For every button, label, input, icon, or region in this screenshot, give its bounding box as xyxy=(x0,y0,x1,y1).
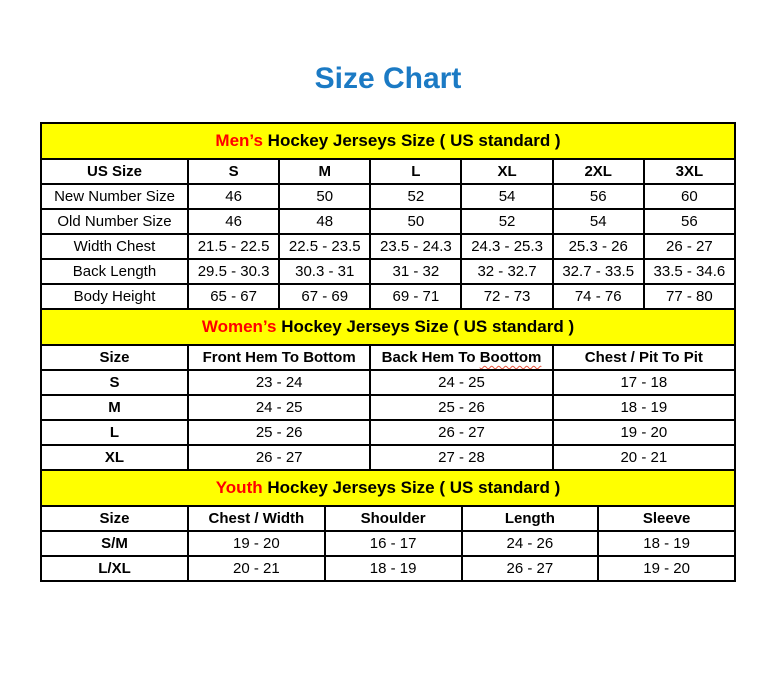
size-value-cell: 22.5 - 23.5 xyxy=(279,234,370,259)
column-header: 2XL xyxy=(553,159,644,184)
header-row xyxy=(41,159,735,184)
womens-size-table xyxy=(40,344,736,471)
row-label: S xyxy=(41,370,188,395)
size-value-cell: 20 - 21 xyxy=(553,445,735,470)
womens-band-title xyxy=(202,317,574,337)
size-value-cell: 50 xyxy=(370,209,461,234)
size-value-cell: 24 - 25 xyxy=(188,395,370,420)
row-label: S/M xyxy=(41,531,188,556)
row-label: Back Length xyxy=(41,259,188,284)
size-value-cell: 23.5 - 24.3 xyxy=(370,234,461,259)
womens-band-highlight: Women’s xyxy=(201,317,277,336)
column-header-text: Back Hem To xyxy=(381,349,480,366)
row-label: M xyxy=(41,395,188,420)
size-value-cell: 23 - 24 xyxy=(188,370,370,395)
size-value-cell: 33.5 - 34.6 xyxy=(644,259,735,284)
size-value-cell: 52 xyxy=(461,209,552,234)
size-value-cell: 74 - 76 xyxy=(553,284,644,309)
row-label: L/XL xyxy=(41,556,188,581)
size-value-cell: 27 - 28 xyxy=(370,445,552,470)
youth-section xyxy=(40,469,736,582)
mens-size-table xyxy=(40,158,736,310)
table-row xyxy=(41,445,735,470)
header-row xyxy=(41,345,735,370)
table-row xyxy=(41,184,735,209)
column-header: Size xyxy=(41,506,188,531)
header-row xyxy=(41,506,735,531)
size-value-cell: 18 - 19 xyxy=(598,531,735,556)
table-row xyxy=(41,209,735,234)
size-value-cell: 67 - 69 xyxy=(279,284,370,309)
size-value-cell: 26 - 27 xyxy=(644,234,735,259)
table-row xyxy=(41,234,735,259)
size-value-cell: 56 xyxy=(644,209,735,234)
mens-band xyxy=(40,122,736,160)
size-value-cell: 72 - 73 xyxy=(461,284,552,309)
table-row xyxy=(41,420,735,445)
size-value-cell: 46 xyxy=(188,184,279,209)
size-value-cell: 26 - 27 xyxy=(188,445,370,470)
size-value-cell: 50 xyxy=(279,184,370,209)
row-label: New Number Size xyxy=(41,184,188,209)
column-header: L xyxy=(370,159,461,184)
size-value-cell: 16 - 17 xyxy=(325,531,462,556)
size-value-cell: 69 - 71 xyxy=(370,284,461,309)
column-header: Shoulder xyxy=(325,506,462,531)
size-value-cell: 31 - 32 xyxy=(370,259,461,284)
size-value-cell: 24.3 - 25.3 xyxy=(461,234,552,259)
size-value-cell: 48 xyxy=(279,209,370,234)
misspelled-word: Boottom xyxy=(479,349,542,366)
column-header: Length xyxy=(462,506,599,531)
column-header xyxy=(370,345,552,370)
row-label: Old Number Size xyxy=(41,209,188,234)
size-value-cell: 65 - 67 xyxy=(188,284,279,309)
size-value-cell: 26 - 27 xyxy=(462,556,599,581)
row-label: L xyxy=(41,420,188,445)
size-value-cell: 17 - 18 xyxy=(553,370,735,395)
table-row xyxy=(41,370,735,395)
column-header: S xyxy=(188,159,279,184)
column-header: XL xyxy=(461,159,552,184)
size-value-cell: 32.7 - 33.5 xyxy=(553,259,644,284)
size-chart xyxy=(40,122,736,582)
size-value-cell: 26 - 27 xyxy=(370,420,552,445)
size-value-cell: 19 - 20 xyxy=(598,556,735,581)
mens-band-rest: Hockey Jerseys Size ( US standard ) xyxy=(262,131,561,150)
size-value-cell: 20 - 21 xyxy=(188,556,325,581)
size-value-cell: 24 - 26 xyxy=(462,531,599,556)
column-header: Chest / Pit To Pit xyxy=(553,345,735,370)
size-value-cell: 30.3 - 31 xyxy=(279,259,370,284)
size-value-cell: 25.3 - 26 xyxy=(553,234,644,259)
youth-band-title xyxy=(216,478,561,498)
page-title: Size Chart xyxy=(314,62,462,95)
youth-band-rest: Hockey Jerseys Size ( US standard ) xyxy=(262,478,561,497)
size-value-cell: 21.5 - 22.5 xyxy=(188,234,279,259)
youth-band-highlight: Youth xyxy=(215,478,263,497)
mens-band-title xyxy=(215,131,560,151)
size-value-cell: 25 - 26 xyxy=(370,395,552,420)
row-label: Body Height xyxy=(41,284,188,309)
size-value-cell: 18 - 19 xyxy=(325,556,462,581)
size-value-cell: 19 - 20 xyxy=(553,420,735,445)
size-value-cell: 25 - 26 xyxy=(188,420,370,445)
size-value-cell: 52 xyxy=(370,184,461,209)
size-value-cell: 18 - 19 xyxy=(553,395,735,420)
size-value-cell: 60 xyxy=(644,184,735,209)
column-header: M xyxy=(279,159,370,184)
size-value-cell: 32 - 32.7 xyxy=(461,259,552,284)
youth-band xyxy=(40,469,736,507)
size-value-cell: 46 xyxy=(188,209,279,234)
table-row xyxy=(41,531,735,556)
table-row xyxy=(41,395,735,420)
size-value-cell: 29.5 - 30.3 xyxy=(188,259,279,284)
size-value-cell: 24 - 25 xyxy=(370,370,552,395)
mens-section xyxy=(40,122,736,310)
size-value-cell: 77 - 80 xyxy=(644,284,735,309)
row-label: Width Chest xyxy=(41,234,188,259)
row-label: XL xyxy=(41,445,188,470)
womens-band xyxy=(40,308,736,346)
column-header: Sleeve xyxy=(598,506,735,531)
size-value-cell: 54 xyxy=(553,209,644,234)
column-header: US Size xyxy=(41,159,188,184)
table-row xyxy=(41,259,735,284)
column-header: Chest / Width xyxy=(188,506,325,531)
table-row xyxy=(41,284,735,309)
column-header: Front Hem To Bottom xyxy=(188,345,370,370)
size-value-cell: 54 xyxy=(461,184,552,209)
womens-section xyxy=(40,308,736,471)
womens-band-rest: Hockey Jerseys Size ( US standard ) xyxy=(276,317,575,336)
mens-band-highlight: Men’s xyxy=(215,131,263,150)
column-header: Size xyxy=(41,345,188,370)
size-value-cell: 56 xyxy=(553,184,644,209)
column-header: 3XL xyxy=(644,159,735,184)
youth-size-table xyxy=(40,505,736,582)
table-row xyxy=(41,556,735,581)
size-value-cell: 19 - 20 xyxy=(188,531,325,556)
